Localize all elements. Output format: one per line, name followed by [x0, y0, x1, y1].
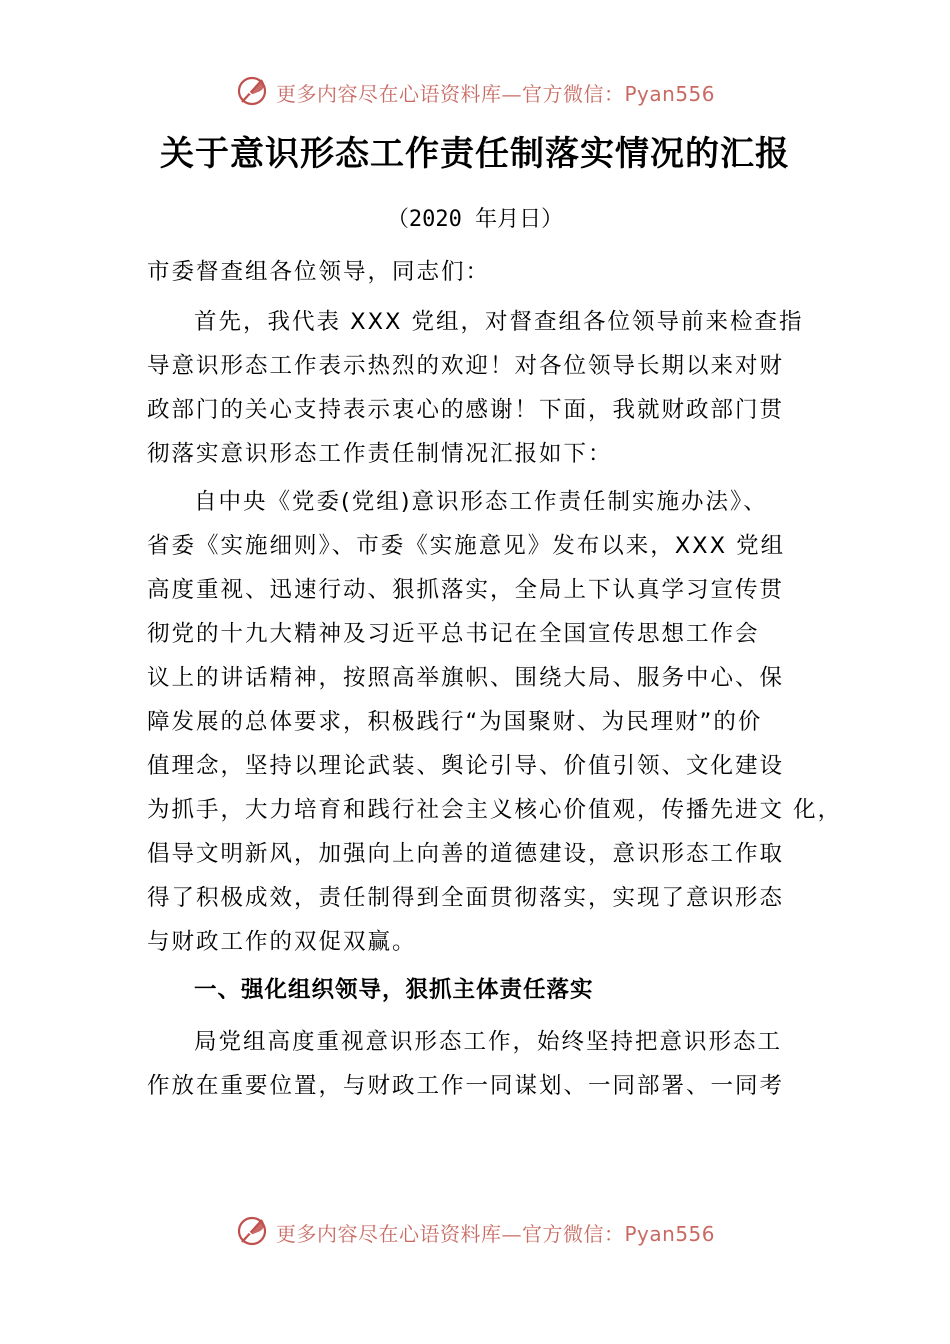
paragraph-line: 政部门的关心支持表示衷心的感谢！下面，我就财政部门贯 — [147, 397, 785, 423]
paragraph-line: 自中央《党委(党组)意识形态工作责任制实施办法》、 — [194, 489, 768, 515]
paragraph-line: 议上的讲话精神，按照高举旗帜、围绕大局、服务中心、保 — [147, 665, 785, 691]
paragraph-line: 障发展的总体要求，积极践行“为国聚财、为民理财”的价 — [147, 709, 763, 735]
document-date: （2020 年月日） — [386, 207, 564, 232]
watermark-text — [276, 1218, 715, 1247]
section-heading: 一、强化组织领导，狠抓主体责任落实 — [194, 977, 594, 1003]
document-title: 关于意识形态工作责任制落实情况的汇报 — [160, 134, 790, 174]
watermark-wechat-label: —官方微信： — [501, 1222, 625, 1246]
watermark-header — [0, 72, 950, 112]
watermark-text — [276, 78, 715, 107]
watermark-footer — [0, 1212, 950, 1252]
paragraph-line: 得了积极成效，责任制得到全面贯彻落实，实现了意识形态 — [147, 885, 785, 911]
paragraph-line: 首先，我代表 XXX 党组，对督查组各位领导前来检查指 — [194, 309, 804, 335]
paragraph-line: 导意识形态工作表示热烈的欢迎！对各位领导长期以来对财 — [147, 353, 785, 379]
paragraph-line: 高度重视、迅速行动、狠抓落实，全局上下认真学习宣传贯 — [147, 577, 785, 603]
paragraph-line: 彻落实意识形态工作责任制情况汇报如下： — [147, 441, 613, 467]
watermark-library: 更多内容尽在心语资料库 — [276, 1222, 502, 1246]
quill-logo-icon — [236, 1214, 270, 1248]
paragraph-line: 为抓手，大力培育和践行社会主义核心价值观，传播先进文 化， — [147, 797, 843, 823]
salutation: 市委督查组各位领导，同志们： — [147, 259, 491, 285]
watermark-library: 更多内容尽在心语资料库 — [276, 82, 502, 106]
paragraph-line: 彻党的十九大精神及习近平总书记在全国宣传思想工作会 — [147, 621, 760, 647]
watermark-wechat-id: Pyan556 — [624, 1222, 716, 1246]
paragraph-line: 值理念，坚持以理论武装、舆论引导、价值引领、文化建设 — [147, 753, 785, 779]
watermark-wechat-label: —官方微信： — [501, 82, 625, 106]
quill-logo-icon — [236, 74, 270, 108]
paragraph-line: 倡导文明新风，加强向上向善的道德建设，意识形态工作取 — [147, 841, 785, 867]
paragraph-line: 作放在重要位置，与财政工作一同谋划、一同部署、一同考 — [147, 1073, 785, 1099]
watermark-wechat-id: Pyan556 — [624, 82, 716, 106]
paragraph-line: 省委《实施细则》、市委《实施意见》发布以来，XXX 党组 — [147, 533, 786, 559]
paragraph-line: 局党组高度重视意识形态工作，始终坚持把意识形态工 — [194, 1029, 783, 1055]
paragraph-line: 与财政工作的双促双赢。 — [147, 929, 417, 955]
